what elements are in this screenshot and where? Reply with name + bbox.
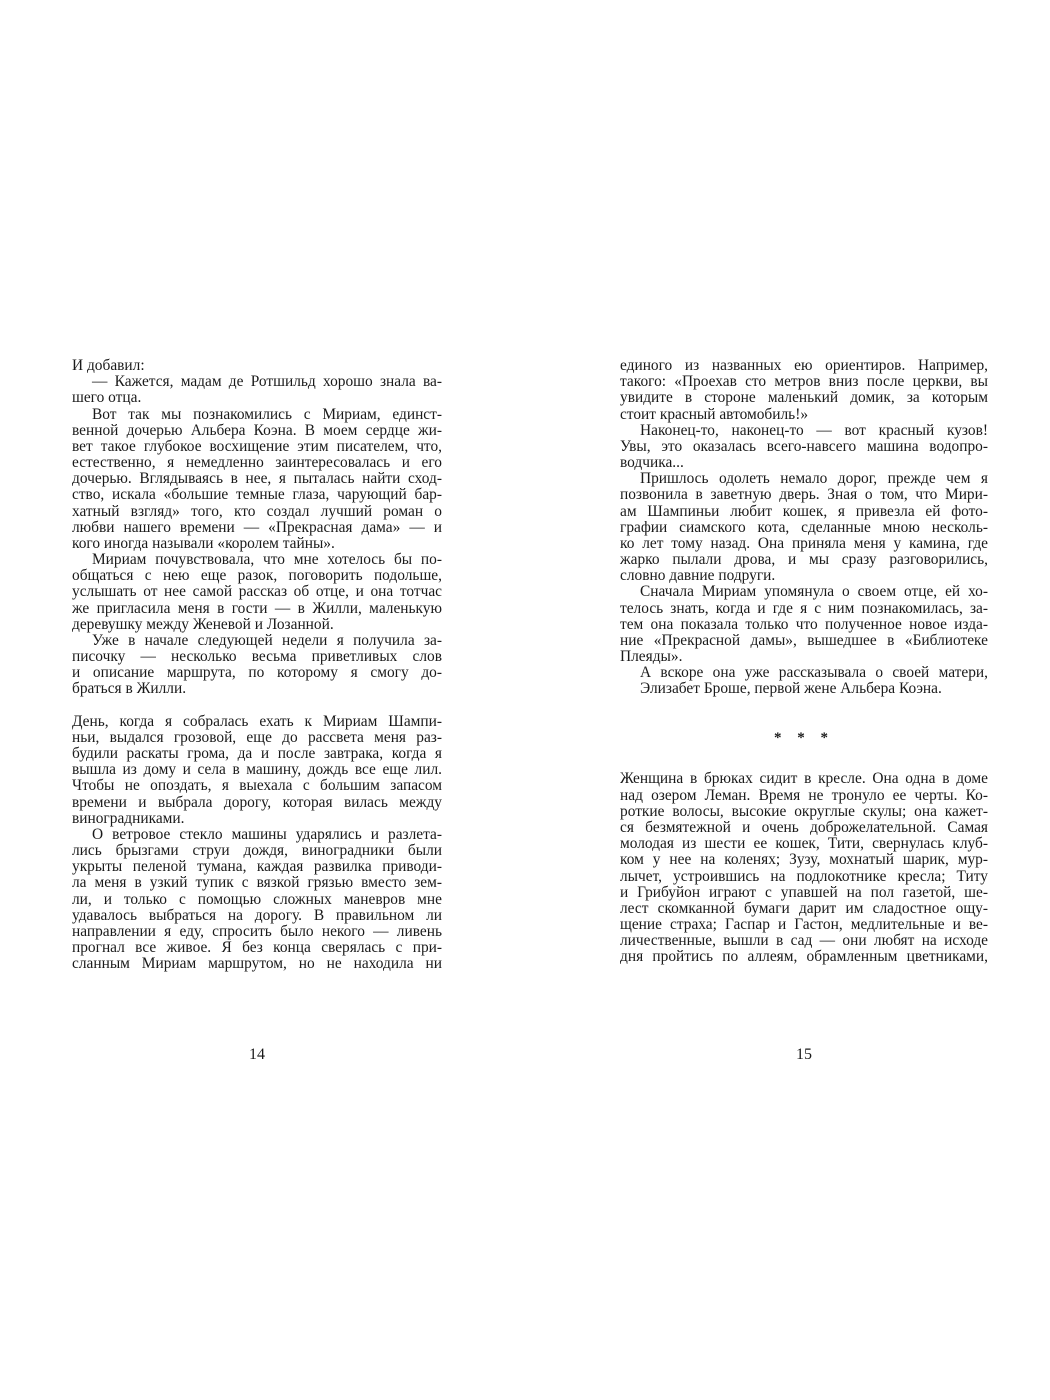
text-line: ся безмятежной и очень доброжелательной. Самая: [620, 819, 988, 836]
page-number: 14: [249, 1046, 265, 1063]
text-line: роткие волосы, высокие округлые скулы; она кажет-: [620, 803, 988, 820]
text-line: дочерью. Вглядываясь в нее, я пыталась найти сход-: [72, 470, 442, 487]
text-line: кого иногда называли «королем тайны».: [72, 535, 335, 552]
text-line: же пригласила меня в гости — в Жилли, маленькую: [72, 600, 442, 617]
text-line: услышать от нее самой рассказ об отце, и она тотчас: [72, 583, 442, 600]
text-line: единого из названных ею ориентиров. Например,: [620, 357, 988, 374]
text-line: Сначала Мириам упомянула о своем отце, ей хо-: [640, 583, 988, 600]
text-line: графии сиамского кота, сделанные мною несколь-: [620, 519, 988, 536]
text-line: молодая из шести ее кошек, Тити, свернулась клуб-: [620, 835, 988, 852]
text-line: ам Шампиньи любит кошек, я привезла ей фото-: [620, 503, 988, 520]
text-line: Элизабет Броше, первой жене Альбера Коэна.: [640, 680, 942, 697]
text-line: хатный взгляд» того, кто создал лучший роман о: [72, 503, 442, 520]
text-line: вет такое глубокое восхищение этим писателем, что,: [72, 438, 442, 455]
text-line: Женщина в брюках сидит в кресле. Она одна в доме: [620, 770, 988, 787]
text-line: удавалось выбраться на дорогу. В правильном ли: [72, 907, 442, 924]
text-line: Чтобы не опоздать, я выехала с большим запасом: [72, 777, 442, 794]
text-line: Мириам почувствовала, что мне хотелось бы по-: [92, 551, 442, 568]
text-line: ла меня в узкий тупик с вязкой грязью вместо зем-: [72, 874, 442, 891]
text-line: личественные, вышли в сад — они любят на исходе: [620, 932, 988, 949]
page-number: 15: [796, 1046, 812, 1063]
text-line: укрыты пеленой тумана, каждая развилка приводи-: [72, 858, 442, 875]
text-line: естественно, я немедленно заинтересовалась и его: [72, 454, 442, 471]
text-line: лест скомканной бумаги дарит им сладостное ощу-: [620, 900, 988, 917]
text-line: ньи, выдался грозовой, еще до рассвета меня раз-: [72, 729, 442, 746]
text-line: А вскоре она уже рассказывала о своей матери,: [640, 664, 988, 681]
text-line: Уже в начале следующей недели я получила за-: [92, 632, 442, 649]
text-line: Вот так мы познакомились с Мириам, единст-: [92, 406, 442, 423]
text-line: будили раскаты грома, да и после завтрака, когда я: [72, 745, 442, 762]
text-line: венной дочерью Альбера Коэна. В моем сердце жи-: [72, 422, 442, 439]
text-line: тем она показала только что полученное новое изда-: [620, 616, 988, 633]
text-line: времени и выбрала дорогу, которая вилась между: [72, 794, 442, 811]
text-line: позвонила в заветную дверь. Зная о том, что Мири-: [620, 486, 988, 503]
text-line: словно давние подруги.: [620, 567, 776, 584]
text-line: — Кажется, мадам де Ротшильд хорошо знала ва-: [92, 373, 442, 390]
text-line: любви нашего времени — «Прекрасная дама» — и: [72, 519, 442, 536]
text-line: писочку — несколько весьма приветливых слов: [72, 648, 442, 665]
text-line: И добавил:: [72, 357, 145, 374]
text-line: и описание маршрута, по которому я смогу до-: [72, 664, 442, 681]
text-line: увидите в стороне маленький домик, за которым: [620, 389, 988, 406]
text-line: прогнал все живое. Я без конца сверялась с при-: [72, 939, 442, 956]
text-line: ние «Прекрасной дамы», вышедшее в «Библиотеке: [620, 632, 988, 649]
text-line: Увы, это оказалась всего-навсего машина водопро-: [620, 438, 988, 455]
text-line: такого: «Проехав сто метров вниз после церкви, вы: [620, 373, 988, 390]
text-line: браться в Жилли.: [72, 680, 187, 697]
text-line: лычет, устроившись на подлокотнике кресла; Титу: [620, 868, 988, 885]
text-line: ко лет тому назад. Она приняла меня у камина, где: [620, 535, 988, 552]
text-line: стоит красный автомобиль!»: [620, 406, 809, 423]
section-separator: * * *: [774, 730, 834, 746]
text-line: дня пройтись по аллеям, обрамленным цветниками,: [620, 948, 988, 965]
text-line: направлении я еду, спросить было некого — ливень: [72, 923, 442, 940]
text-line: Плеяды».: [620, 648, 683, 665]
text-line: над озером Леман. Время не тронуло ее черты. Ко-: [620, 787, 988, 804]
text-line: О ветровое стекло машины ударялись и разлета-: [92, 826, 442, 843]
text-line: сланным Мириам маршрутом, но не находила ни: [72, 955, 442, 972]
text-line: водчика...: [620, 454, 684, 471]
text-line: лись брызгами струи дождя, виноградники были: [72, 842, 442, 859]
text-line: Пришлось одолеть немало дорог, прежде чем я: [640, 470, 988, 487]
text-line: жарко пылали дрова, и мы сразу разговорились,: [620, 551, 988, 568]
text-line: деревушку между Женевой и Лозанной.: [72, 616, 334, 633]
text-line: ком у нее на коленях; Зузу, мохнатый шарик, мур-: [620, 851, 988, 868]
text-line: вышла из дому и села в машину, дождь все еще лил.: [72, 761, 442, 778]
text-line: ство, искала «большие темные глаза, чарующий бар-: [72, 486, 442, 503]
text-line: ли, и только с помощью сложных маневров мне: [72, 891, 442, 908]
text-line: общаться с нею еще разок, поговорить подольше,: [72, 567, 442, 584]
text-line: шего отца.: [72, 389, 142, 406]
text-line: телось знать, когда и где я с ним познакомилась, за-: [620, 600, 988, 617]
text-line: виноградниками.: [72, 810, 185, 827]
text-line: щение страха; Гаспар и Гастон, медлительные и ве-: [620, 916, 988, 933]
text-line: Наконец-то, наконец-то — вот красный кузов!: [640, 422, 988, 439]
text-line: День, когда я собралась ехать к Мириам Шампи-: [72, 713, 442, 730]
text-line: и Грибуйон играют с упавшей на пол газетой, ше-: [620, 884, 988, 901]
